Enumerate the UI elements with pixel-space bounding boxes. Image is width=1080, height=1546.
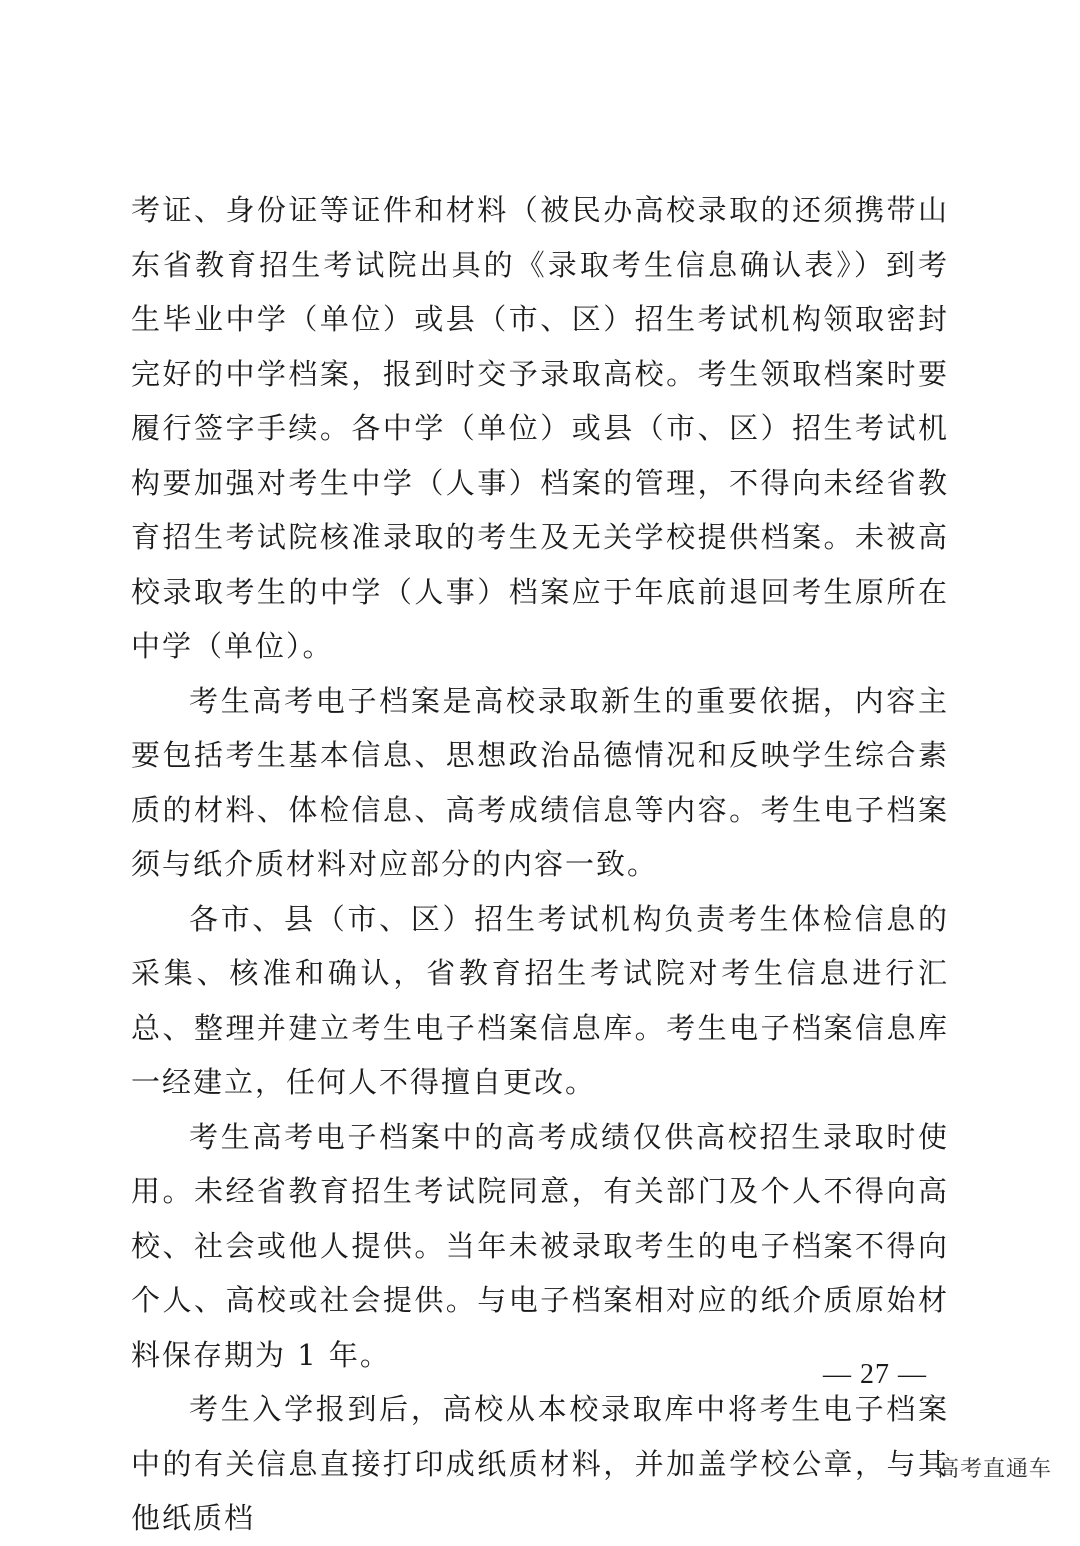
paragraph-4: 考生高考电子档案中的高考成绩仅供高校招生录取时使用。未经省教育招生考试院同意，有关部门及个人不得向高校、社会或他人提供。当年未被录取考生的电子档案不得向个人、高校或社会提供。与电子档案相对应的纸介质原始材料保存期为 1 年。 <box>131 1119 949 1372</box>
document-body <box>131 183 949 1546</box>
paragraph-3: 各市、县（市、区）招生考试机构负责考生体检信息的采集、核准和确认，省教育招生考试院对考生信息进行汇总、整理并建立考生电子档案信息库。考生电子档案信息库一经建立，任何人不得擅自更改。 <box>131 901 949 1099</box>
paragraph-2: 考生高考电子档案是高校录取新生的重要依据，内容主要包括考生基本信息、思想政治品德情况和反映学生综合素质的材料、体检信息、高考成绩信息等内容。考生电子档案须与纸介质材料对应部分的内容一致。 <box>131 683 949 881</box>
page-number: — 27 — <box>823 1359 927 1390</box>
paragraph-1: 考证、身份证等证件和材料（被民办高校录取的还须携带山东省教育招生考试院出具的《录取考生信息确认表》）到考生毕业中学（单位）或县（市、区）招生考试机构领取密封完好的中学档案，报到时交予录取高校。考生领取档案时要履行签字手续。各中学（单位）或县（市、区）招生考试机构要加强对考生中学（人事）档案的管理，不得向未经省教育招生考试院核准录取的考生及无关学校提供档案。未被高校录取考生的中学（人事）档案应于年底前退回考生原所在中学（单位）。 <box>131 193 949 663</box>
watermark-text: 高考直通车 <box>936 1457 1052 1482</box>
paragraph-5: 考生入学报到后，高校从本校录取库中将考生电子档案中的有关信息直接打印成纸质材料，并加盖学校公章，与其他纸质档 <box>131 1392 949 1535</box>
